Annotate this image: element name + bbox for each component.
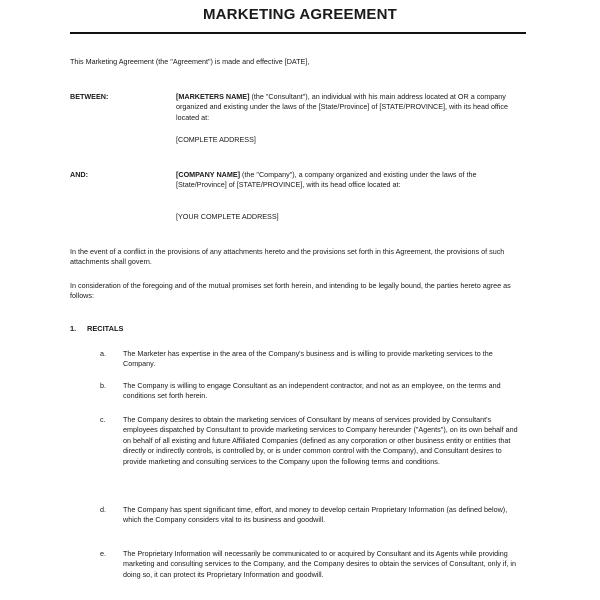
recital-letter: c. xyxy=(100,415,106,424)
and-text xyxy=(176,170,522,191)
conflict-paragraph: In the event of a conflict in the provisions of any attachments hereto and the provisions set forth in this Agreement, the provisions of such attachments shall govern. xyxy=(70,247,505,267)
recital-text: The Company is willing to engage Consultant as an independent contractor, and not as an employee, on the terms and conditions set forth herein. xyxy=(123,381,501,401)
and-description: (the "Company"), a company organized and existing under the laws of the [State/Province] of [STATE/PROVINCE], with its head office located at: xyxy=(176,170,477,190)
recital-letter: a. xyxy=(100,349,106,358)
section-number: 1. xyxy=(70,324,77,333)
between-text xyxy=(176,92,522,123)
company-address: [YOUR COMPLETE ADDRESS] xyxy=(176,212,279,221)
between-description: (the "Consultant"), an individual with his main address located at OR a company organized and existing under the laws of the [State/Province] of [STATE/PROVINCE], with its head office located at: xyxy=(176,92,508,122)
recital-letter: b. xyxy=(100,381,106,390)
recital-text: The Company desires to obtain the marketing services of Consultant by means of services provided by Consultant's employees dispatched by Consultant to provide marketing services to Company hereunder ("Agents"), on its own behalf and on behalf of all existing and future Affiliated Companies (defined as any corporation or other business entity or entities that directly or indirectly controls, is controlled by, or is under common control with the Company), and Consultant desires to provide marketing and consulting services to the Company upon the following terms and conditions. xyxy=(123,415,518,466)
recital-text: The Company has spent significant time, effort, and money to develop certain Proprietary Information (as defined below), which the Company considers vital to its business and goodwill. xyxy=(123,505,508,525)
recital-text: The Proprietary Information will necessarily be communicated to or acquired by Consultant and its Agents while providing marketing and consulting services to the Company, and the Company desires to obtain the services of Consultant, only if, in doing so, it can protect its Proprietary Information and goodwill. xyxy=(123,549,516,579)
marketer-name: [MARKETERS NAME] xyxy=(176,92,250,101)
marketer-address: [COMPLETE ADDRESS] xyxy=(176,135,256,144)
document-title: MARKETING AGREEMENT xyxy=(202,6,398,23)
title-divider xyxy=(70,32,526,34)
recital-text: The Marketer has expertise in the area of the Company's business and is willing to provide marketing services to the Company. xyxy=(123,349,493,369)
section-recitals-heading xyxy=(70,324,123,334)
recital-letter: e. xyxy=(100,549,106,558)
and-label: AND: xyxy=(70,170,88,179)
consideration-paragraph: In consideration of the foregoing and of the mutual promises set forth herein, and intending to be legally bound, the parties hereto agree as follows: xyxy=(70,281,511,301)
recital-letter: d. xyxy=(100,505,106,514)
intro-paragraph: This Marketing Agreement (the "Agreement") is made and effective [DATE], xyxy=(70,57,310,66)
section-title: RECITALS xyxy=(87,324,124,333)
company-name: [COMPANY NAME] xyxy=(176,170,241,179)
between-label: BETWEEN: xyxy=(70,92,109,101)
